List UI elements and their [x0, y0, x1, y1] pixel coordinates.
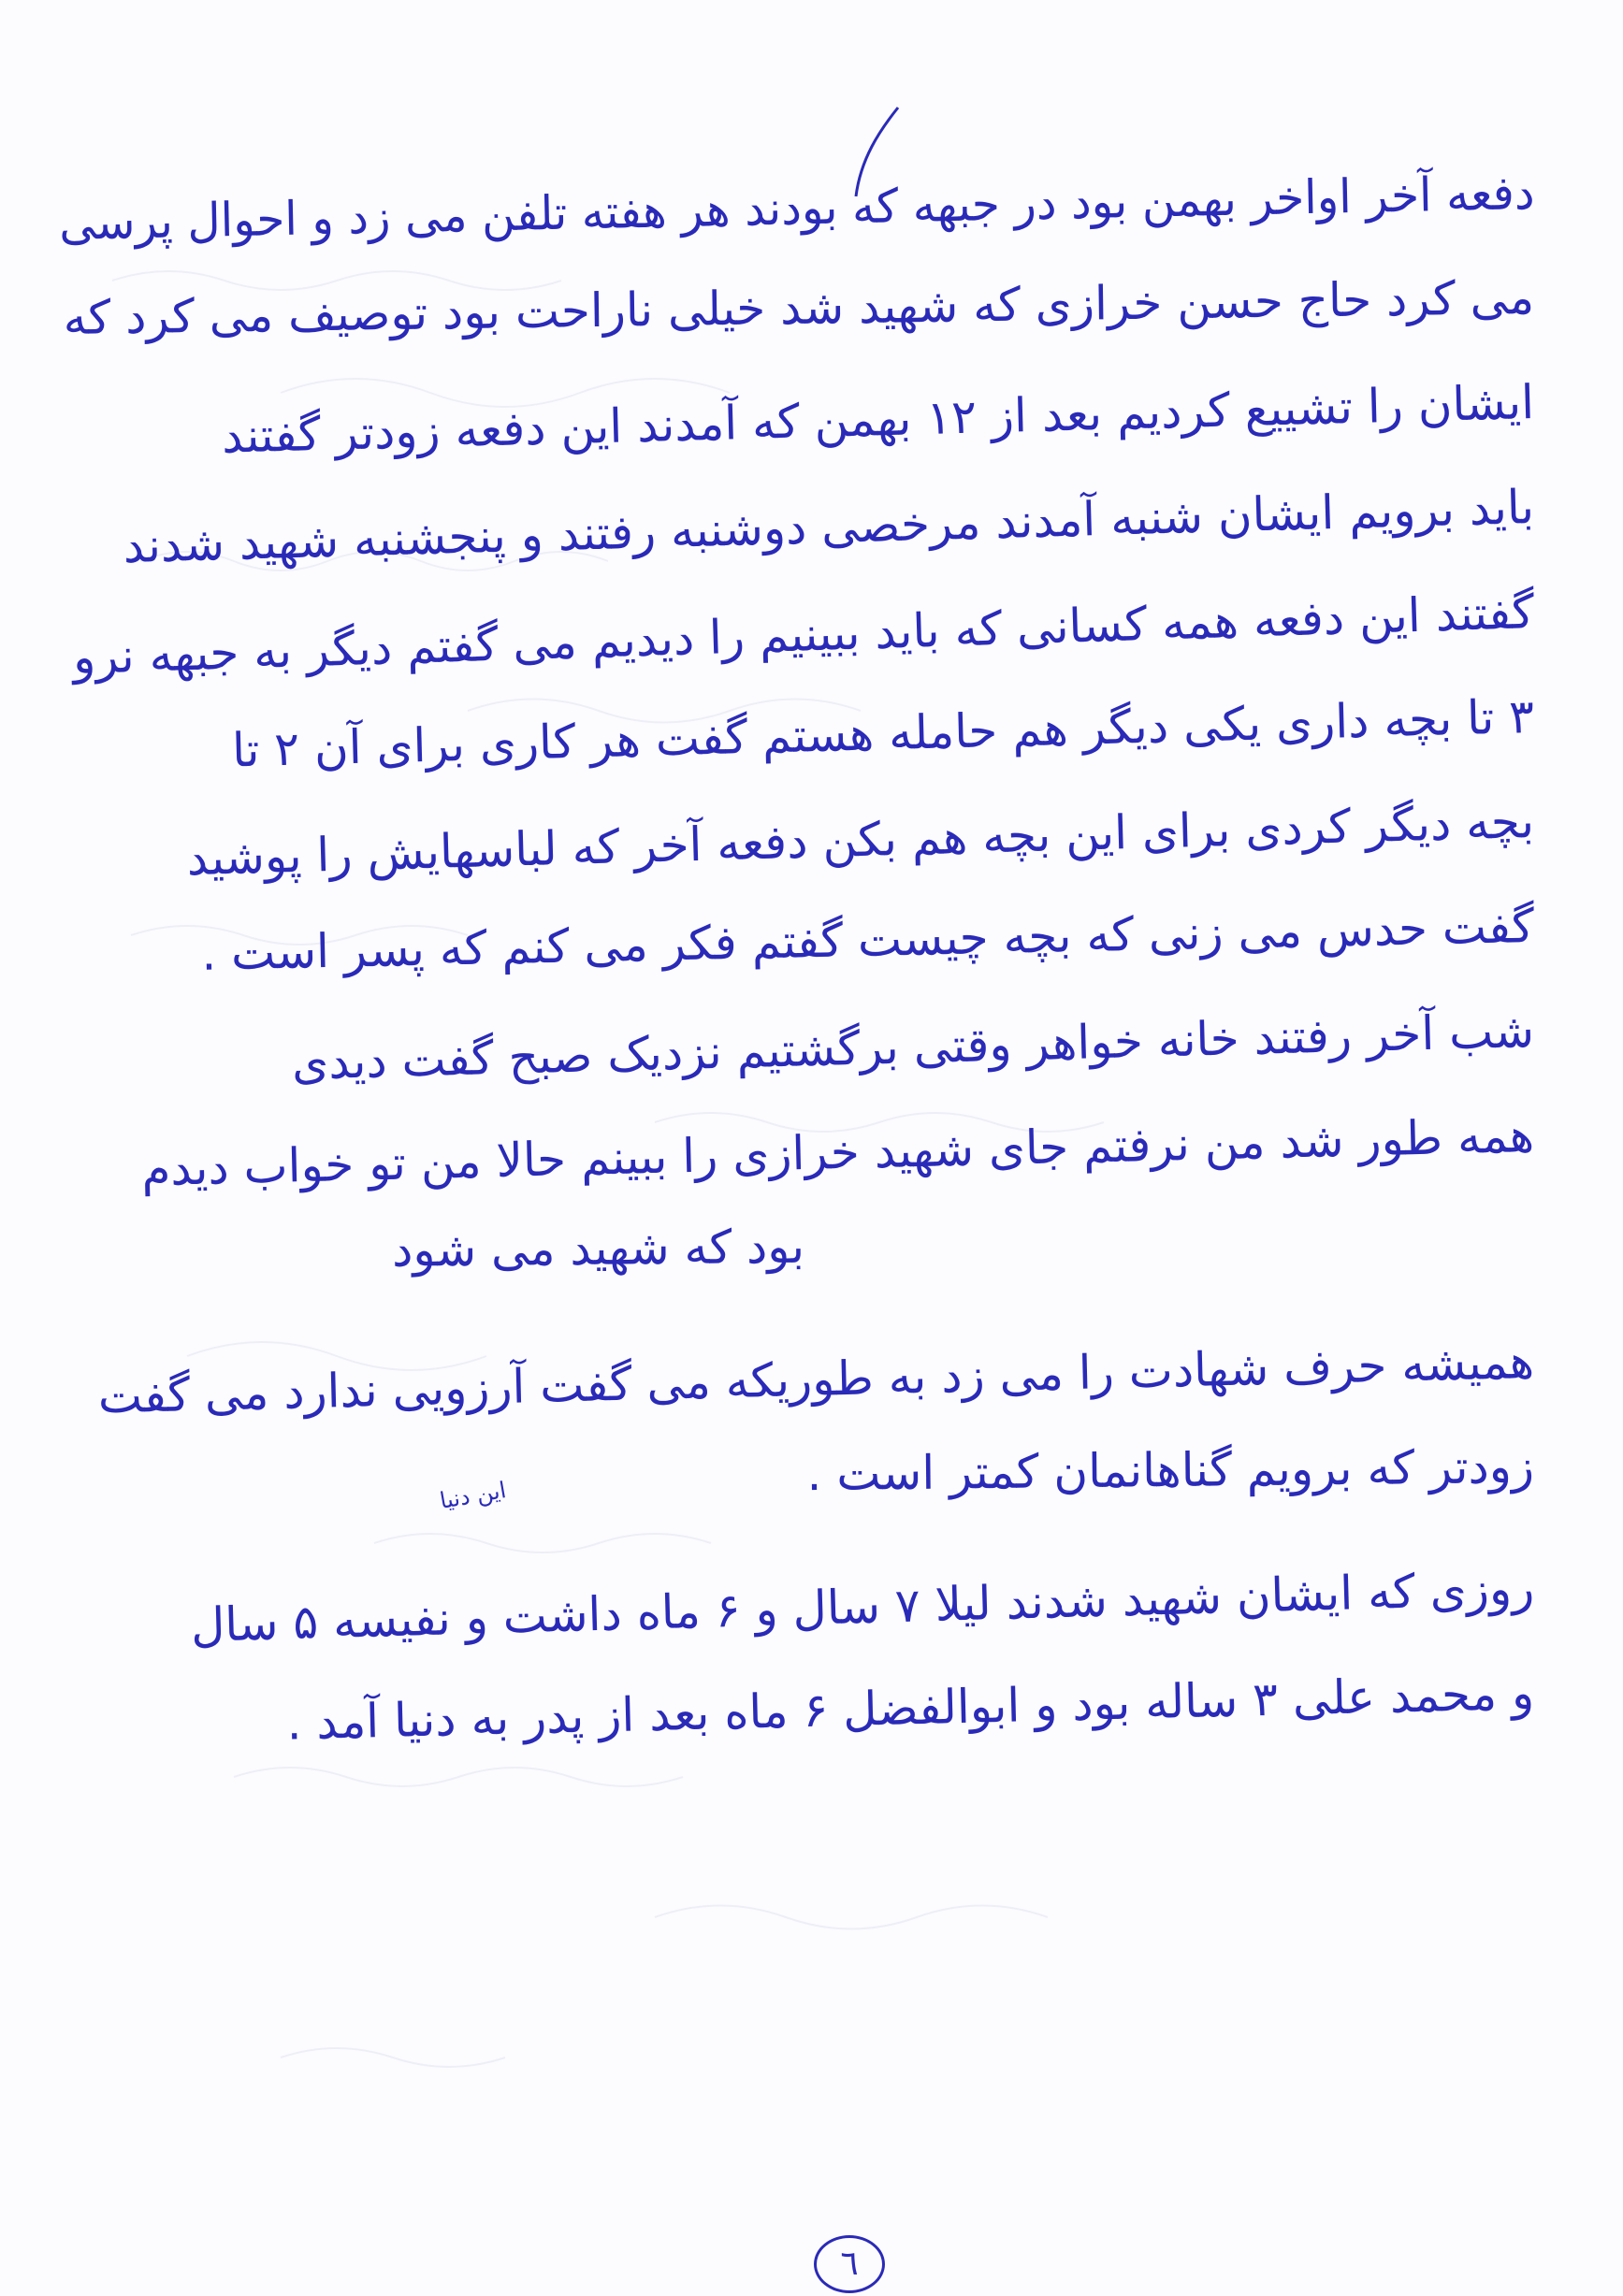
text-line-5: گفتند این دفعه همه کسانی که باید ببینیم را دیدیم می گفتم دیگر به جبهه نرو: [72, 585, 1535, 686]
text-line-9: شب آخر رفتند خانه خواهر وقتی برگشتیم نزدیک صبح گفت دیدی: [291, 1004, 1535, 1090]
text-line-12: همیشه حرف شهادت را می زد به طوریکه می گفت آرزویی ندارد می گفت: [97, 1335, 1535, 1424]
text-line-15: و محمد علی ۳ ساله بود و ابوالفضل ۶ ماه بعد از پدر به دنیا آمد .: [285, 1666, 1535, 1751]
text-line-11: بود که شهید می شود: [391, 1219, 805, 1278]
text-line-2: می کرد حاج حسن خرازی که شهید شد خیلی ناراحت بود توصیف می کرد که: [63, 270, 1535, 345]
page-number-circle: ٦: [814, 2235, 885, 2293]
text-line-3: ایشان را تشییع کردیم بعد از ۱۲ بهمن که آمدند این دفعه زودتر گفتند: [221, 375, 1535, 464]
handwritten-text-body: [56, 140, 1535, 1751]
interlinear-annotation: این دنیا: [438, 1477, 509, 1514]
text-line-10: همه طور شد من نرفتم جای شهید خرازی را ببینم حالا من تو خواب دیدم: [140, 1108, 1535, 1197]
text-line-7: بچه دیگر کردی برای این بچه هم بکن دفعه آخر که لباسهایش را پوشید: [185, 794, 1535, 887]
text-line-1: دفعه آخر اواخر بهمن بود در جبهه که بودند هر هفته تلفن می زد و احوال پرسی: [58, 166, 1535, 252]
text-line-13: زودتر که برویم گناهانمان کمتر است .: [806, 1439, 1535, 1502]
text-line-14: روزی که ایشان شهید شدند لیلا ۷ سال و ۶ ماه داشت و نفیسه ۵ سال: [190, 1561, 1535, 1653]
text-line-4: باید برویم ایشان شنبه آمدند مرخصی دوشنبه رفتند و پنجشنبه شهید شدند: [122, 480, 1535, 574]
text-line-6: ۳ تا بچه داری یکی دیگر هم حامله هستم گفت هر کاری برای آن ۲ تا: [231, 689, 1535, 778]
text-line-8: گفت حدس می زنی که بچه چیست گفتم فکر می کنم که پسر است .: [200, 899, 1535, 981]
